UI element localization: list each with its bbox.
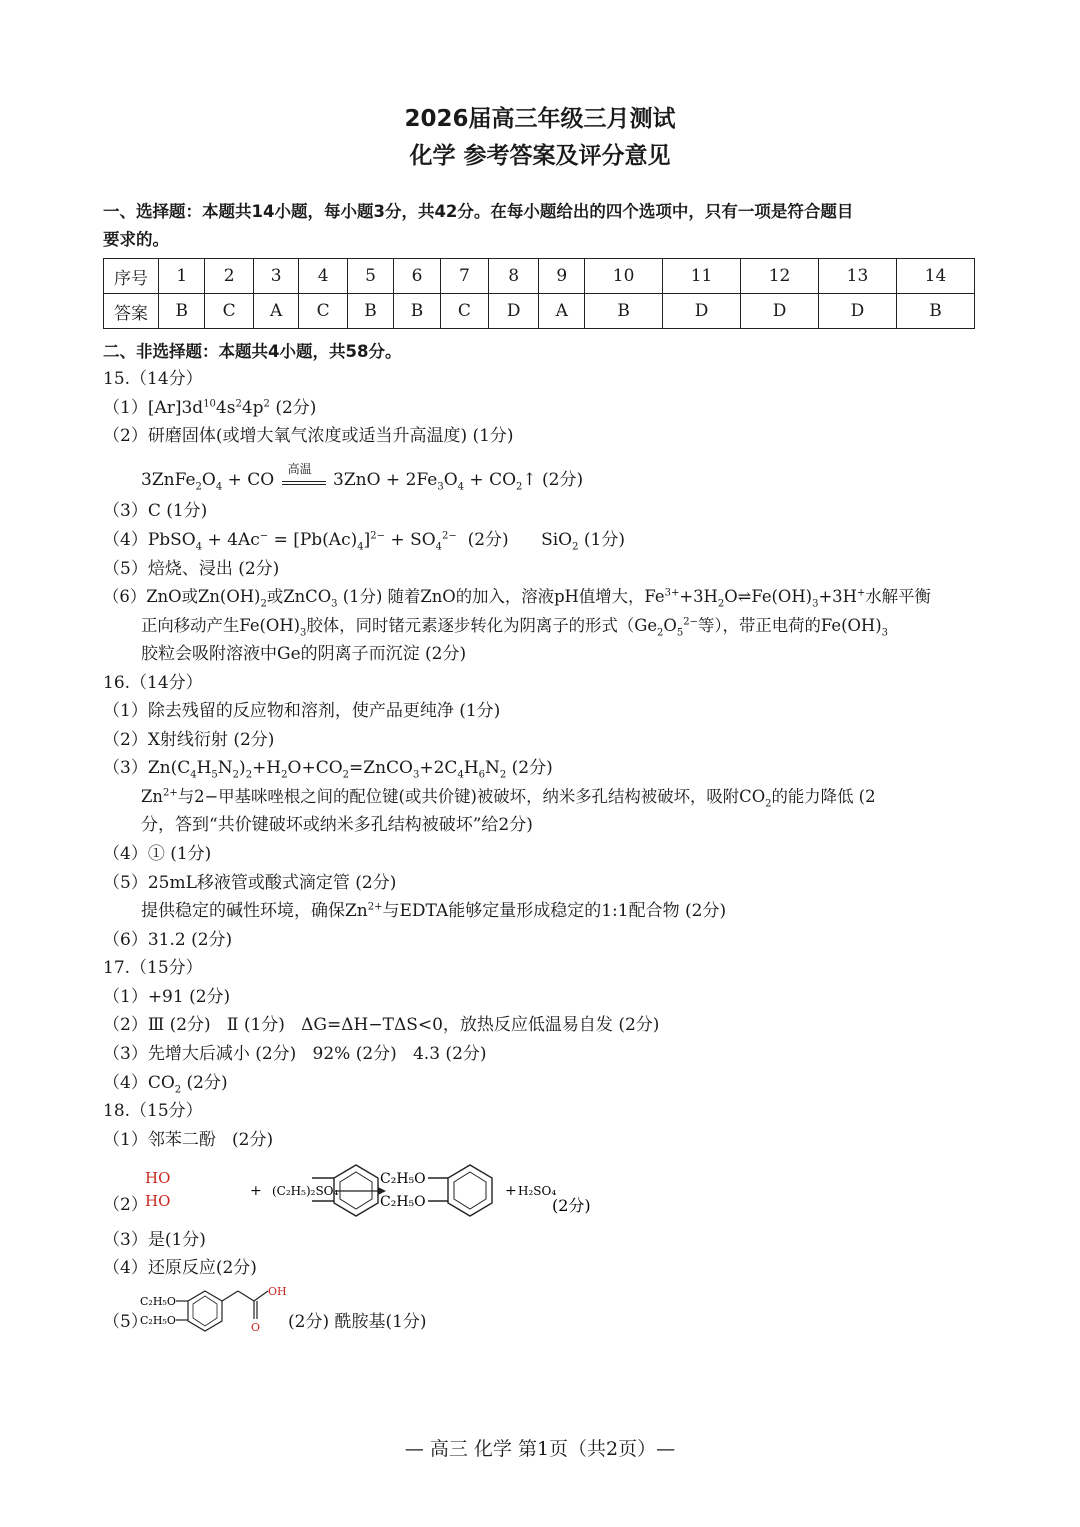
score-label: (2分) xyxy=(552,1196,591,1215)
table-cell: B xyxy=(347,294,393,329)
benzene-ring-inner xyxy=(454,1172,486,1209)
table-cell: B xyxy=(394,294,440,329)
table-cell: A xyxy=(539,294,585,329)
table-cell: 4 xyxy=(299,259,347,294)
table-cell: 5 xyxy=(347,259,393,294)
hydroxyl-label: OH xyxy=(268,1285,287,1298)
carbonyl-oxygen-label: O xyxy=(251,1321,261,1334)
table-cell: A xyxy=(253,294,299,329)
table-cell: D xyxy=(488,294,538,329)
q15-part1: $(1)[Ar]3d^{10}4s^24p^2$ (2分) xyxy=(103,398,317,418)
q17-part3: （3）先增大后减小 (2分) 92% (2分) 4.3 (2分) xyxy=(103,1044,487,1064)
q18-part5-structure xyxy=(140,1283,300,1339)
q15-part6-line1: （6）ZnO或$Zn(OH)_2$或ZnCO$_3$ (1分) 随着ZnO的加入，溶液pH值增大，$Fe^{3+}+3H_2O\rightleftharpoons Fe(OH)_3+3H^+$水解平衡 xyxy=(103,587,931,610)
hydroxyl-label: HO xyxy=(145,1169,171,1187)
section1-heading-line1: 一、选择题：本题共14小题，每小题3分，共42分。在每小题给出的四个选项中，只有一项是符合题目 xyxy=(103,202,854,221)
table-cell: C xyxy=(205,294,253,329)
document-title: 2026届高三年级三月测试 xyxy=(404,106,676,132)
q15-part5: （5）焙烧、浸出 (2分) xyxy=(103,559,280,579)
q16-part1: （1）除去残留的反应物和溶剂，使产品更纯净 (1分) xyxy=(103,701,501,721)
q15-heading: 15.（14分） xyxy=(103,369,203,389)
q18-part2-label: （2） xyxy=(103,1195,148,1215)
q16-part3: $(3)Zn(C_4H_5N_2)_2+H_2O+CO_2=ZnCO_3+2C_4H_6N_2$ (2分) xyxy=(103,758,553,781)
table-cell: 10 xyxy=(585,259,663,294)
document-subtitle: 化学 参考答案及评分意见 xyxy=(409,143,671,169)
answer-table-answer-row xyxy=(104,294,975,329)
table-cell: D xyxy=(663,294,741,329)
answer-table-number-row xyxy=(104,259,975,294)
table-cell: 2 xyxy=(205,259,253,294)
q16-part2: （2）X射线衍射 (2分) xyxy=(103,730,275,750)
section1-heading xyxy=(103,198,983,254)
answer-table xyxy=(103,258,975,329)
table-cell: B xyxy=(896,294,974,329)
table-cell: 6 xyxy=(394,259,440,294)
hydroxyl-label: HO xyxy=(145,1192,171,1210)
q16-part3-line3: 分，答到“共价键破坏或纳米多孔结构被破坏”给2分) xyxy=(141,815,533,835)
table-cell: 9 xyxy=(539,259,585,294)
ethoxy-label: C₂H₅O xyxy=(140,1314,176,1327)
byproduct-label: H₂SO₄ xyxy=(518,1184,557,1198)
q17-part2: （2）Ⅲ (2分) Ⅱ (1分) ΔG=ΔH−TΔS<0，放热反应低温易自发 (2分) xyxy=(103,1015,660,1035)
q18-part3: （3）是(1分) xyxy=(103,1230,206,1250)
q18-part1: （1）邻苯二酚 (2分) xyxy=(103,1130,274,1150)
row-label-number: 序号 xyxy=(104,259,159,294)
q15-part6-line2: 正向移动产生$Fe(OH)_3$胶体，同时锗元素逐步转化为阴离子的形式（$Ge_2O_5^{2-}$等），带正电荷的$Fe(OH)_3$ xyxy=(141,616,888,639)
table-cell: 14 xyxy=(896,259,974,294)
table-cell: D xyxy=(741,294,819,329)
reaction-arrow-condition: 高温 xyxy=(282,469,326,493)
q16-part4: （4）① (1分) xyxy=(103,844,212,864)
section1-heading-line2: 要求的。 xyxy=(103,230,169,249)
reagent-label: (C₂H₅)₂SO₄ xyxy=(272,1184,339,1198)
table-cell: 11 xyxy=(663,259,741,294)
q18-part4: （4）还原反应(2分) xyxy=(103,1258,257,1278)
table-cell: 12 xyxy=(741,259,819,294)
q17-heading: 17.（15分） xyxy=(103,958,203,978)
table-cell: 7 xyxy=(440,259,488,294)
table-cell: 3 xyxy=(253,259,299,294)
q16-part3-line2: $Zn^{2+}$与2−甲基咪唑根之间的配位键(或共价键)被破坏，纳米多孔结构被破坏，吸附$CO_2$的能力降低 (2 xyxy=(141,787,876,810)
q16-part5: （5）25mL移液管或酸式滴定管 (2分) xyxy=(103,873,397,893)
table-cell: D xyxy=(818,294,896,329)
q16-part5-line2: 提供稳定的碱性环境，确保$Zn^{2+}$与EDTA能够定量形成稳定的1:1配合物 (2分) xyxy=(141,901,727,921)
q17-part4: $(4)CO_2$ (2分) xyxy=(103,1073,228,1096)
q18-part5-answer: (2分) 酰胺基(1分) xyxy=(288,1312,427,1332)
benzene-ring xyxy=(448,1165,492,1216)
plus-sign: + xyxy=(505,1183,517,1199)
ethoxy-label: C₂H₅O xyxy=(140,1295,176,1308)
table-cell: C xyxy=(440,294,488,329)
row-label-answer: 答案 xyxy=(104,294,159,329)
q18-product-structure xyxy=(380,1155,610,1225)
q15-equation: $3ZnFe_2O_4$ + CO 高温 $3ZnO + 2Fe_3O_4$ + $CO_2↑$ (2分) xyxy=(141,461,584,493)
q15-part6-line3: 胶粒会吸附溶液中Ge的阴离子而沉淀 (2分) xyxy=(141,644,467,664)
q18-heading: 18.（15分） xyxy=(103,1101,203,1121)
table-cell: B xyxy=(585,294,663,329)
q17-part1: （1）+91 (2分) xyxy=(103,987,231,1007)
page-footer: — 高三 化学 第1页（共2页）— xyxy=(404,1438,676,1460)
q18-part5-label: （5） xyxy=(103,1312,148,1332)
q15-part4: （4）PbSO$_4$ + $4Ac^- = [Pb(Ac)_4]^{2-} + SO_4^{2-}$ (2分) SiO$_2$ (1分) xyxy=(103,530,625,553)
q15-part2: （2）研磨固体(或增大氧气浓度或适当升高温度) (1分) xyxy=(103,426,514,446)
q16-heading: 16.（14分） xyxy=(103,673,203,693)
q16-part6: （6）31.2 (2分) xyxy=(103,930,233,950)
table-cell: 1 xyxy=(159,259,205,294)
ethoxy-label: C₂H₅O xyxy=(380,1171,426,1187)
table-cell: C xyxy=(299,294,347,329)
section2-heading: 二、非选择题：本题共4小题，共58分。 xyxy=(103,342,402,361)
table-cell: B xyxy=(159,294,205,329)
benzene-ring-inner xyxy=(193,1296,217,1326)
plus-sign: + xyxy=(250,1183,262,1199)
ethoxy-label: C₂H₅O xyxy=(380,1194,426,1210)
table-cell: 8 xyxy=(488,259,538,294)
q15-part3: （3）C (1分) xyxy=(103,501,208,521)
table-cell: 13 xyxy=(818,259,896,294)
